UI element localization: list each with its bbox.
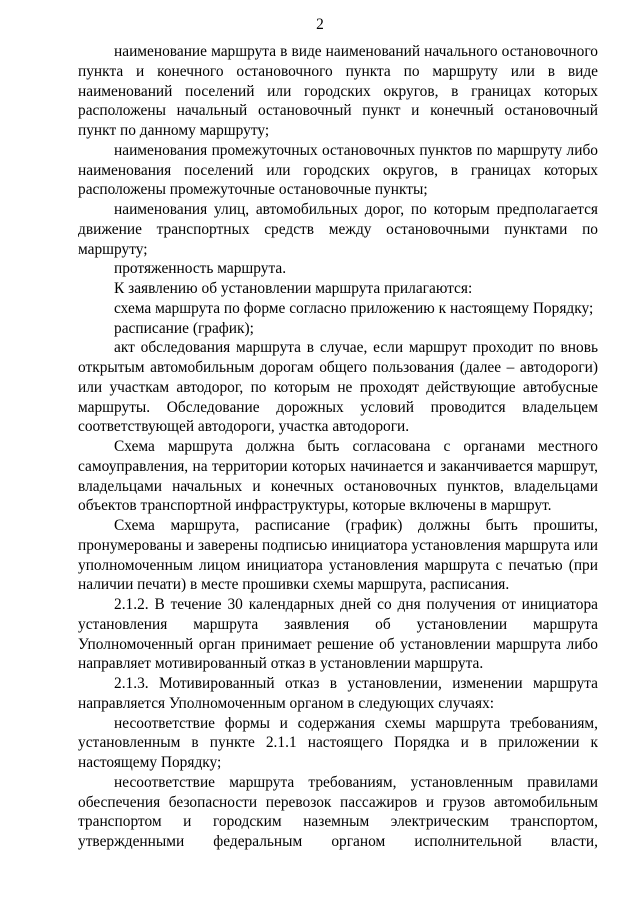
paragraph-attachments-intro: К заявлению об установлении маршрута прилагаются: [114,280,473,297]
paragraph-2-1-3: 2.1.3. Мотивированный отказ в установлении, изменении маршрута направляется Уполномоченным органом в следующих случаях: [78,675,598,712]
paragraph-scheme-approval: Схема маршрута должна быть согласована с органами местного самоуправления, на территории которых начинается и заканчивается маршрут, владельцами начальных и конечных остановочных пунктов, владельцами объектов транспортной инфраструктуры, которые включены в маршрут. [78,438,598,515]
paragraph-streets: наименования улиц, автомобильных дорог, по которым предполагается движение транспортных средств между остановочными пунктами по маршруту; [78,201,598,258]
paragraph-scheme-binding: Схема маршрута, расписание (график) должны быть прошиты, пронумерованы и заверены подписью инициатора установления маршрута или уполномоченным лицом инициатора установления маршрута с печатью (при наличии печати) в месте прошивки схемы маршрута, расписания. [78,517,598,594]
paragraph-route-name: наименование маршрута в виде наименований начального остановочного пункта и конечного остановочного пункта по маршруту или в виде наименований поселений или городских округов, в границах которых расположены начальный остановочный пункт и конечный остановочный пункт по данному маршруту; [78,43,598,139]
paragraph-intermediate-stops: наименования промежуточных остановочных пунктов по маршруту либо наименования поселений или городских округов, в границах которых расположены промежуточные остановочные пункты; [78,141,598,199]
page-number: 2 [316,16,324,33]
paragraph-form-mismatch: несоответствие формы и содержания схемы маршрута требованиям, установленным в пункте 2.1.1 настоящего Порядка и в приложении к настоящему Порядку; [78,714,598,771]
paragraph-inspection-act: акт обследования маршрута в случае, если маршрут проходит по вновь открытым автомобильным дорогам общего пользования (далее – автодороги) или участкам автодорог, по которым не проходят действующие автобусные маршруты. Обследование дорожных условий проводится владельцем соответствующей автодороги, участка автодороги. [78,339,598,436]
document-body [78,42,598,852]
paragraph-timetable: расписание (график); [114,319,254,337]
paragraph-2-1-2: 2.1.2. В течение 30 календарных дней со дня получения от инициатора установления маршрута заявления об установлении маршрута Уполномоченный орган принимает решение об установлении маршрута либо направляет мотивированный отказ в установлении маршрута. [78,596,598,673]
paragraph-safety-mismatch: несоответствие маршрута требованиям, установленным правилами обеспечения безопасности перевозок пассажиров и грузов автомобильным транспортом и городским наземным электрическим транспортом, утвержденными федеральным органом исполнительной власти, [78,773,598,850]
paragraph-route-scheme: схема маршрута по форме согласно приложению к настоящему Порядку; [114,299,594,317]
paragraph-route-length: протяженность маршрута. [114,260,287,278]
